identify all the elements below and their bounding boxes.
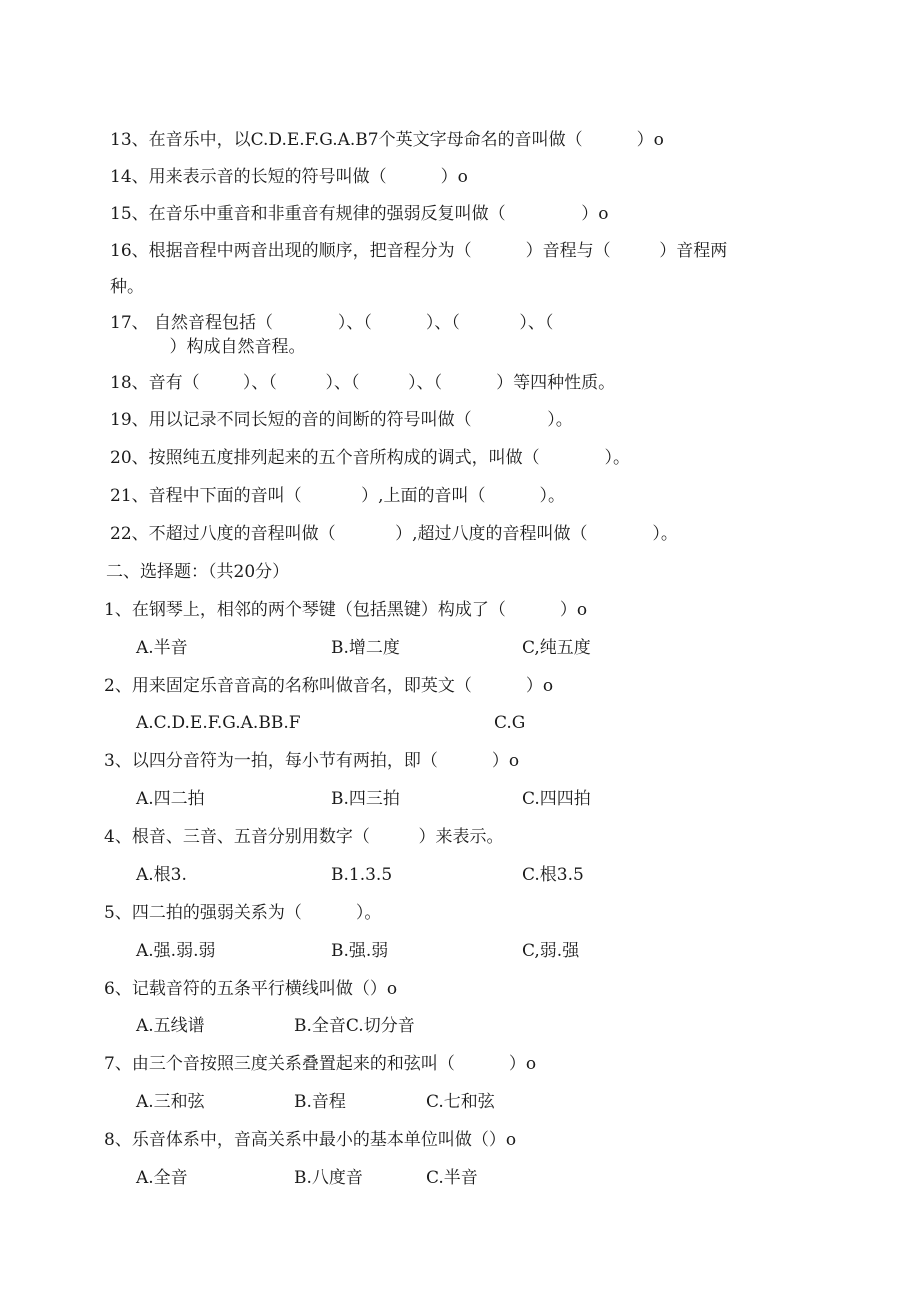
choice-2-option-ab: A.C.D.E.F.G.A.BB.F [136,713,301,733]
choice-1-option-b: B.增二度 [331,638,400,658]
choice-question-5: 5、四二拍的强弱关系为（ ）。 [104,903,382,923]
choice-2-option-c: C.G [494,713,526,733]
question-14: 14、用来表示音的长短的符号叫做（ ）o [110,167,468,187]
question-13: 13、在音乐中，以C.D.E.F.G.A.B7个英文字母命名的音叫做（ ）o [110,130,664,150]
question-18: 18、音有（ ）、（ ）、（ ）、（ ）等四种性质。 [110,373,616,393]
choice-question-1: 1、在钢琴上，相邻的两个琴键（包括黑键）构成了（ ）o [104,600,588,620]
section-title-choice: 二、选择题：（共20分） [106,562,290,582]
choice-7-option-b: B.音程 [294,1092,346,1112]
choice-question-2: 2、用来固定乐音音高的名称叫做音名，即英文（ ）o [104,676,554,696]
choice-7-option-c: C.七和弦 [426,1092,495,1112]
choice-5-option-b: B.强.弱 [331,941,389,961]
choice-8-option-c: C.半音 [426,1168,478,1188]
choice-6-option-a: A.五线谱 [136,1016,205,1036]
choice-3-option-b: B.四三拍 [331,789,400,809]
choice-4-option-b: B.1.3.5 [331,865,393,885]
choice-question-4: 4、根音、三音、五音分别用数字（ ）来表示。 [104,827,504,847]
question-17-continued: ）构成自然音程。 [110,337,306,357]
choice-4-option-c: C.根3.5 [522,865,584,885]
choice-1-option-a: A.半音 [136,638,188,658]
choice-question-6: 6、记载音符的五条平行横线叫做（）o [104,979,398,999]
question-15: 15、在音乐中重音和非重音有规律的强弱反复叫做（ ）o [110,204,609,224]
choice-8-option-b: B.八度音 [294,1168,363,1188]
question-20: 20、按照纯五度排列起来的五个音所构成的调式，叫做（ ）。 [110,448,630,468]
choice-3-option-c: C.四四拍 [522,789,591,809]
question-16-continued: 种。 [110,277,144,297]
choice-question-7: 7、由三个音按照三度关系叠置起来的和弦叫（ ）o [104,1054,537,1074]
question-16: 16、根据音程中两音出现的顺序，把音程分为（ ）音程与（ ）音程两 [110,241,728,261]
question-21: 21、音程中下面的音叫（ ）,上面的音叫（ ）。 [110,486,566,506]
choice-5-option-c: C,弱.强 [522,941,580,961]
question-17: 17、 自然音程包括（ ）、（ ）、（ ）、（ [110,313,554,333]
choice-7-option-a: A.三和弦 [136,1092,205,1112]
choice-5-option-a: A.强.弱.弱 [136,941,216,961]
choice-question-3: 3、以四分音符为一拍，每小节有两拍，即（ ）o [104,751,520,771]
choice-6-option-bc: B.全音C.切分音 [294,1016,415,1036]
choice-question-8: 8、乐音体系中，音高关系中最小的基本单位叫做（）o [104,1130,517,1150]
choice-3-option-a: A.四二拍 [136,789,205,809]
question-19: 19、用以记录不同长短的音的间断的符号叫做（ ）。 [110,410,573,430]
choice-1-option-c: C,纯五度 [522,638,591,658]
question-22: 22、不超过八度的音程叫做（ ）,超过八度的音程叫做（ ）。 [110,524,678,544]
choice-4-option-a: A.根3. [136,865,187,885]
choice-8-option-a: A.全音 [136,1168,188,1188]
